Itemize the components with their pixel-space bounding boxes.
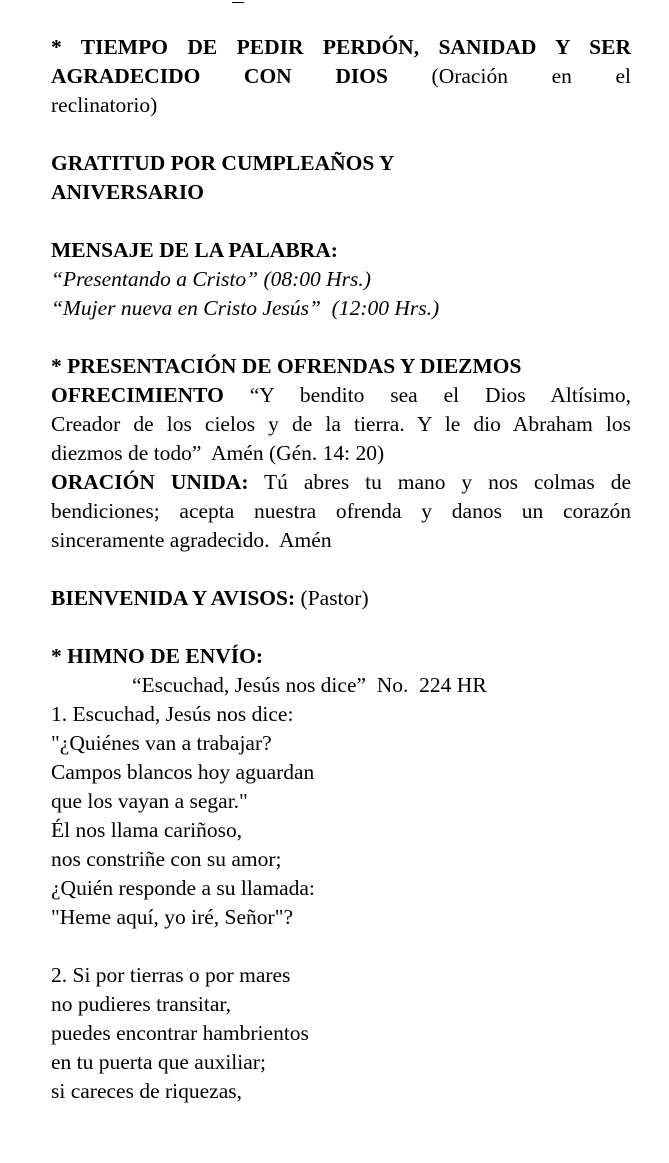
sermon-1: “Presentando a Cristo” (08:00 Hrs.) xyxy=(51,267,371,291)
stanza-1-line: que los vayan a segar." xyxy=(51,789,248,813)
perdon-heading-line2 xyxy=(51,62,631,91)
stanza-2-line: puedes encontrar hambrientos xyxy=(51,1021,309,1045)
oracion-line1 xyxy=(51,468,631,497)
mensaje-heading: MENSAJE DE LA PALABRA: xyxy=(51,238,338,262)
stanza-1-line: "¿Quiénes van a trabajar? xyxy=(51,731,272,755)
ofrecimiento-line2: Creador de los cielos y de la tierra. Y le dio Abraham los xyxy=(51,412,631,436)
bulletin-page xyxy=(51,33,631,1106)
oracion-line3: sinceramente agradecido. Amén xyxy=(51,528,332,552)
stanza-1-line: Él nos llama cariñoso, xyxy=(51,818,243,842)
stanza-1 xyxy=(51,700,631,932)
ofrecimiento-line3: diezmos de todo” Amén (Gén. 14: 20) xyxy=(51,441,385,465)
oracion-label: ORACIÓN UNIDA: xyxy=(51,470,249,494)
stanza-1-line: Campos blancos hoy aguardan xyxy=(51,760,315,784)
top-cut-mark xyxy=(232,0,244,3)
bienvenida-note: (Pastor) xyxy=(295,586,369,610)
stanza-2-line: no pudieres transitar, xyxy=(51,992,232,1016)
stanza-1-line: 1. Escuchad, Jesús nos dice: xyxy=(51,702,294,726)
section-himno xyxy=(51,642,631,1106)
stanza-2 xyxy=(51,961,631,1106)
section-ofrendas xyxy=(51,352,631,555)
oracion-line2: bendiciones; acepta nuestra ofrenda y danos un corazón xyxy=(51,499,631,523)
section-bienvenida xyxy=(51,584,631,613)
perdon-heading-bold: AGRADECIDO CON DIOS xyxy=(51,64,388,88)
stanza-2-line: 2. Si por tierras o por mares xyxy=(51,963,291,987)
stanza-2-line: en tu puerta que auxiliar; xyxy=(51,1050,266,1074)
bienvenida-heading: BIENVENIDA Y AVISOS: xyxy=(51,586,296,610)
himno-heading: * HIMNO DE ENVÍO: xyxy=(51,644,264,668)
perdon-heading-line1: * TIEMPO DE PEDIR PERDÓN, SANIDAD Y SER xyxy=(51,35,631,59)
gratitud-line1: GRATITUD POR CUMPLEAÑOS Y xyxy=(51,151,395,175)
ofrecimiento-text-1: “Y bendito sea el Dios Altísimo, xyxy=(223,383,631,407)
bienvenida-line xyxy=(51,584,631,613)
stanza-1-line: nos constriñe con su amor; xyxy=(51,847,282,871)
stanza-1-line: ¿Quién responde a su llamada: xyxy=(51,876,315,900)
gratitud-line2: ANIVERSARIO xyxy=(51,180,204,204)
perdon-note: (Oración en el xyxy=(431,64,632,88)
stanza-2-line: si careces de riquezas, xyxy=(51,1079,243,1103)
section-pedir-perdon xyxy=(51,33,631,120)
sermon-2: “Mujer nueva en Cristo Jesús” (12:00 Hrs.) xyxy=(51,296,440,320)
ofrendas-heading: * PRESENTACIÓN DE OFRENDAS Y DIEZMOS xyxy=(51,354,522,378)
oracion-text-1: Tú abres tu mano y nos colmas de xyxy=(248,470,632,494)
perdon-note-line3: reclinatorio) xyxy=(51,93,158,117)
ofrecimiento-line1 xyxy=(51,381,631,410)
section-gratitud xyxy=(51,149,631,207)
ofrecimiento-label: OFRECIMIENTO xyxy=(51,383,224,407)
stanza-1-line: "Heme aquí, yo iré, Señor"? xyxy=(51,905,294,929)
section-mensaje xyxy=(51,236,631,323)
himno-title: “Escuchad, Jesús nos dice” No. 224 HR xyxy=(132,673,487,697)
